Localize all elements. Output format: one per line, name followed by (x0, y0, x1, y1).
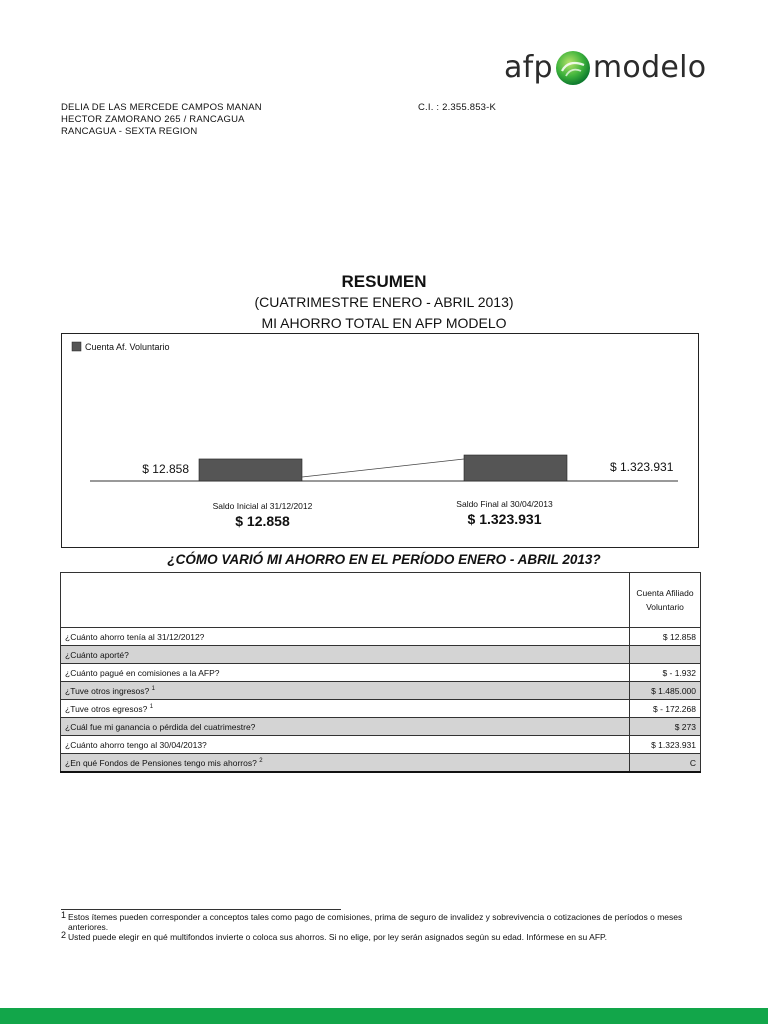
value-cell (630, 646, 701, 664)
table-row (61, 628, 701, 646)
table-row (61, 754, 701, 773)
footnote-ref: 1 (149, 703, 154, 710)
bar (199, 459, 302, 481)
question-label: ¿Cuál fue mi ganancia o pérdida del cuatrimestre? (65, 721, 256, 732)
savings-chart (61, 333, 699, 548)
value-cell: $ 1.323.931 (630, 736, 701, 754)
client-address-line2: RANCAGUA - SEXTA REGION (61, 126, 198, 137)
page-title: RESUMEN (341, 272, 427, 291)
question-label: ¿Tuve otros egresos? (65, 703, 148, 714)
variation-table (60, 572, 701, 773)
footnotes (61, 912, 701, 942)
variation-section-title: ¿CÓMO VARIÓ MI AHORRO EN EL PERÍODO ENERO - ABRIL 2013? (167, 552, 601, 567)
bar (464, 455, 567, 481)
client-address-block (61, 102, 262, 138)
table-row (61, 664, 701, 682)
value-cell: $ 1.485.000 (630, 682, 701, 700)
value-label: $ 12.858 (235, 513, 290, 529)
table-header-empty-cell (61, 573, 630, 628)
footnote-number: 1 (61, 910, 67, 920)
column-header-voluntary-account (630, 573, 701, 628)
footnote-ref: 2 (259, 757, 263, 764)
question-label: ¿Cuánto aporté? (65, 649, 129, 660)
client-ci: C.I. : 2.355.853-K (418, 102, 497, 113)
bar-connector-line (302, 459, 464, 477)
bar-side-label: $ 12.858 (142, 462, 189, 476)
client-address-line1: HECTOR ZAMORANO 265 / RANCAGUA (61, 114, 245, 125)
question-cell (61, 700, 630, 718)
question-cell (61, 682, 630, 700)
column-header-line1: Cuenta Afiliado (636, 588, 694, 598)
value-cell: $ 273 (630, 718, 701, 736)
question-label: ¿Tuve otros ingresos? (65, 685, 150, 696)
value-cell: $ - 1.932 (630, 664, 701, 682)
value-label: $ 1.323.931 (467, 511, 542, 527)
question-cell (61, 646, 630, 664)
question-label: ¿Cuánto ahorro tengo al 30/04/2013? (65, 739, 207, 750)
question-label: ¿Cuánto ahorro tenía al 31/12/2012? (65, 631, 205, 642)
footnote-item (61, 932, 701, 942)
category-label: Saldo Final al 30/04/2013 (456, 499, 553, 509)
savings-chart-svg (62, 334, 700, 549)
period-subtitle: (CUATRIMESTRE ENERO - ABRIL 2013) (254, 294, 514, 310)
brand-footer-bar (0, 1008, 768, 1024)
logo-word-modelo: modelo (592, 50, 707, 85)
table-row (61, 682, 701, 700)
table-row (61, 700, 701, 718)
savings-subtitle: MI AHORRO TOTAL EN AFP MODELO (261, 315, 507, 331)
question-cell (61, 736, 630, 754)
value-cell: $ 12.858 (630, 628, 701, 646)
logo-word-afp: afp (504, 50, 553, 85)
table-row (61, 736, 701, 754)
table-row (61, 646, 701, 664)
afp-modelo-logo (504, 46, 706, 90)
column-header-line2: Voluntario (646, 602, 684, 612)
question-cell (61, 754, 630, 773)
footnote-text: Usted puede elegir en qué multifondos invierte o coloca sus ahorros. Si no elige, por ley serán asignados según su edad. Infórmese en su AFP. (68, 932, 607, 942)
value-cell: $ - 172.268 (630, 700, 701, 718)
bar-side-label: $ 1.323.931 (610, 460, 674, 474)
table-row (61, 718, 701, 736)
category-label: Saldo Inicial al 31/12/2012 (212, 501, 313, 511)
question-label: ¿Cuánto pagué en comisiones a la AFP? (65, 667, 220, 678)
legend-label: Cuenta Af. Voluntario (85, 342, 170, 352)
value-cell: C (630, 754, 701, 773)
question-cell (61, 628, 630, 646)
question-cell (61, 718, 630, 736)
footnote-divider (61, 909, 341, 910)
footnote-item (61, 912, 701, 932)
footnote-number: 2 (61, 930, 67, 940)
footnote-text: Estos ítemes pueden corresponder a conceptos tales como pago de comisiones, prima de seguro de invalidez y sobrevivencia o cotizaciones de períodos o meses anteriores. (68, 912, 683, 932)
globe-icon (554, 49, 592, 87)
footnote-ref: 1 (151, 685, 155, 692)
table-header-row (61, 573, 701, 628)
client-name: DELIA DE LAS MERCEDE CAMPOS MANAN (61, 102, 262, 113)
question-cell (61, 664, 630, 682)
legend-swatch (72, 342, 81, 351)
question-label: ¿En qué Fondos de Pensiones tengo mis ahorros? (65, 757, 257, 768)
